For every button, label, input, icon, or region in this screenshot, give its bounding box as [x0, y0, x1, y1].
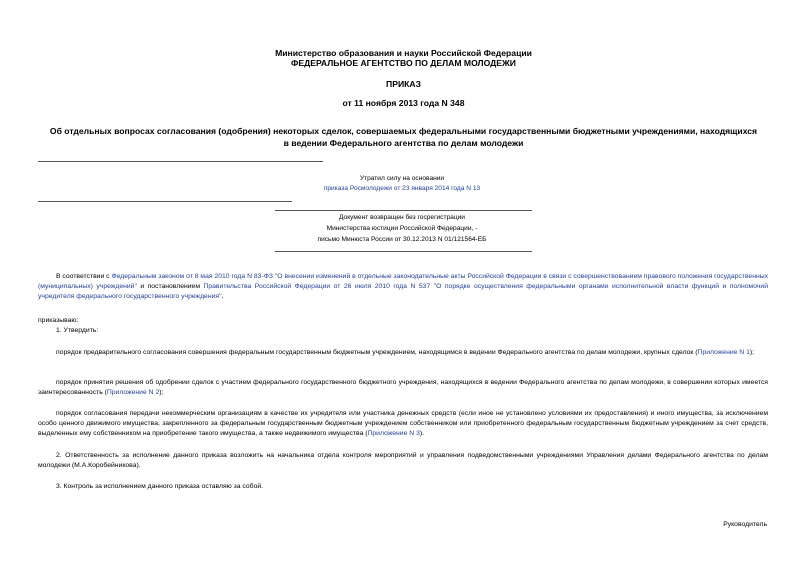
- agency-name: ФЕДЕРАЛЬНОЕ АГЕНТСТВО ПО ДЕЛАМ МОЛОДЕЖИ: [291, 58, 516, 68]
- doc-date: от 11 ноября 2013 года N 348: [342, 98, 465, 108]
- lost-force-link[interactable]: [270, 184, 534, 193]
- divider: [275, 251, 532, 252]
- preamble-text: ,: [221, 293, 224, 301]
- appendix-3-link[interactable]: Приложение N 3: [367, 430, 420, 438]
- item-1: 1. Утвердить:: [56, 327, 99, 334]
- doc-type: ПРИКАЗ: [386, 79, 421, 89]
- government-decree-link[interactable]: Правительства Российской Федерации от 26 июля 2010 года N 537 "О порядке осуществления федеральными органами исполнительной власти функций и полномочий учредителя федерального государственного учреждения": [38, 283, 768, 301]
- returned-note-2: Министерства юстиции Российской Федерации, -: [326, 225, 478, 232]
- signature-title: Руководитель: [723, 521, 767, 528]
- appendix-2-link[interactable]: Приложение N 2: [106, 389, 160, 397]
- order-word: приказываю:: [38, 317, 79, 324]
- sub-item-2-text: порядок принятия решения об одобрении сделок с участием федерального государственного бюджетного учреждения, находящихся в ведении Федерального агентства по делам молодежи, в совершении которых имеется заинтересованность (: [38, 379, 768, 397]
- appendix-1-link[interactable]: Приложение N 1: [697, 349, 750, 356]
- sub-item-2-end: );: [159, 389, 164, 397]
- lost-force-link-text[interactable]: приказа Росмолодежи от 23 января 2014 года N 13: [323, 185, 481, 192]
- sub-item-3-text: порядок согласования передачи некоммерческим организациям в качестве их учредителя или участника денежных средств (если иное не установлено условиями их предоставления) и иного имущества, за исключением особо ценного движимого имущества, закрепленного за федеральным государственным бюджетным учреждением собственником или приобретенного федеральным государственным бюджетным учреждением за счет средств, выделенных ему собственником на приобретение такого имущества, а также недвижимого имущества (: [38, 410, 768, 438]
- preamble-text: и постановлением: [136, 283, 204, 291]
- preamble-text: В соответствии с: [56, 273, 112, 280]
- doc-title-line1: Об отдельных вопросах согласования (одобрения) некоторых сделок, совершаемых федеральными государственными бюджетными учреждениями, находящихся: [49, 126, 758, 136]
- returned-note-3: письмо Минюста России от 30.12.2013 N 01/121564-ЕБ: [317, 236, 487, 243]
- sub-item-2: [38, 378, 768, 398]
- sub-item-3: [38, 409, 768, 440]
- sub-item-3-end: ).: [419, 430, 425, 438]
- item-2: 2. Ответственность за исполнение данного приказа возложить на начальника отдела контроля мероприятий и управления подведомственными учреждениями Управления делами Федерального агентства по делам молодежи (М.А.Коробейникова).: [38, 452, 768, 470]
- divider: [38, 161, 323, 162]
- sub-item-1-end: );: [749, 349, 755, 356]
- returned-note-1: Документ возвращен без госрегистрации: [339, 214, 465, 221]
- divider: [38, 201, 292, 202]
- item-3: 3. Контроль за исполнением данного приказа оставляю за собой.: [56, 483, 264, 490]
- divider: [275, 210, 532, 211]
- lost-force-note: Утратил силу на основании: [359, 175, 445, 182]
- ministry-name: Министерство образования и науки Российской Федерации: [275, 48, 532, 58]
- sub-item-1-text: порядок предварительного согласования совершения федеральным государственным бюджетным учреждением, находящимся в ведении Федерального агентства по делам молодежи, крупных сделок (: [56, 349, 698, 356]
- sub-item-1: [38, 348, 768, 358]
- federal-law-link[interactable]: Федеральным законом от 8 мая 2010 года N 83-ФЗ "О внесении изменений в отдельные законодательные акты Российской Федерации в связи с совершенствованием правового положения государственных (муниципальных) учреждений": [38, 273, 769, 291]
- doc-title-line2: в ведении Федерального агентства по делам молодежи: [283, 138, 524, 148]
- preamble-paragraph: [38, 272, 768, 303]
